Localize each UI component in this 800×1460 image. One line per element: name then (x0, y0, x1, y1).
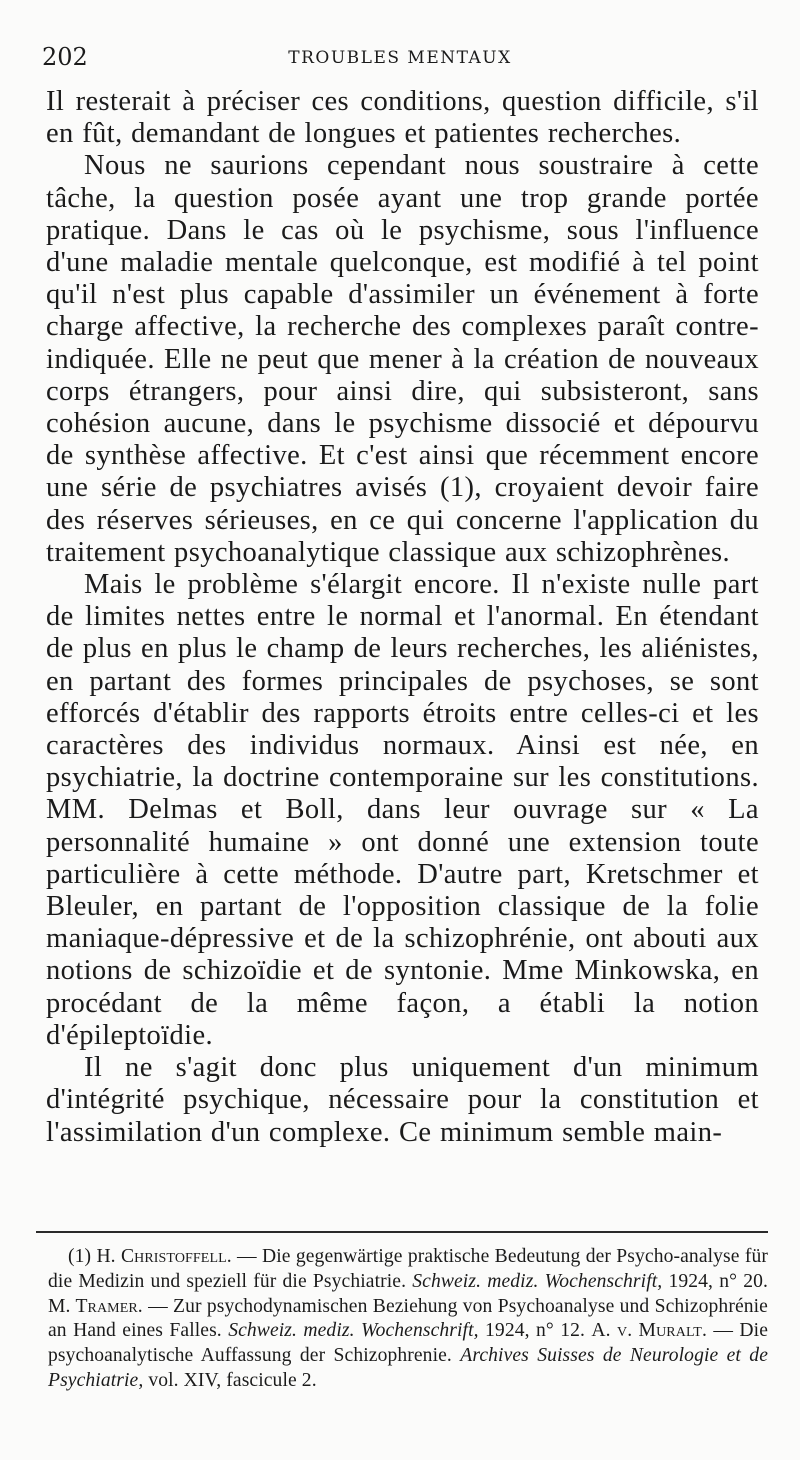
footnote-cite-1: 1924, n° 20. (662, 1270, 768, 1292)
footnote-paragraph (48, 1245, 768, 1394)
paragraph-4: Il ne s'agit donc plus uniquement d'un minimum d'intégrité psychique, nécessaire pour la constitution et l'assimilation d'un complexe. Ce minimum semble main- (46, 1052, 759, 1148)
paragraph-2-part-a: Nous ne saurions cependant nous soustraire à cette tâche, la question posée ayant une trop grande portée pratique. Dans le cas où le psychisme, sous l'influence d'une maladie mentale quelconque, est modifié à tel point qu'il n'est plus capable d'assimiler un événement à forte charge affective, la recherche des complexes paraît contre-indiquée. Elle ne peut que mener à la création de nouveaux corps étrangers, pour ainsi dire, qui subsisteront, sans cohésion aucune, dans le psychisme dissocié et dépourvu de synthèse affective. Et c'est ainsi que récemment encore une série de psychiatres avisés (46, 150, 759, 504)
footnote-text-2: — Zur psychodynamischen Beziehung von Psychoanalyse und Schizophrénie an Hand eines Falles. (48, 1295, 768, 1342)
main-text (46, 86, 759, 1149)
footnote-number: (1) (68, 1246, 92, 1267)
footnote-author-1: H. Christoffell. (96, 1246, 232, 1267)
footnote-journal-3: Archives Suisses de Neurologie et de Psychiatrie, (48, 1345, 769, 1391)
paragraph-3: Mais le problème s'élargit encore. Il n'existe nulle part de limites nettes entre le normal et l'anormal. En étendant de plus en plus le champ de leurs recherches, les aliénistes, en partant des formes principales de psychoses, se sont efforcés d'établir des rapports étroits entre celles-ci et les caractères des individus normaux. Ainsi est née, en psychiatrie, la doctrine contemporaine sur les constitutions. MM. Delmas et Boll, dans leur ouvrage sur « La personnalité humaine » ont donné une extension toute particulière à cette méthode. D'autre part, Kretschmer et Bleuler, en partant de l'opposition classique de la folie maniaque-dépressive et de la schizophrénie, ont abouti aux notions de schizoïdie et de syntonie. Mme Minkowska, en procédant de la même façon, a établi la notion d'épileptoïdie. (46, 569, 759, 1051)
footnote-author-2: M. Tramer. (48, 1295, 143, 1317)
paragraph-1: Il resterait à préciser ces conditions, question difficile, s'il en fût, demandant de longues et patientes recherches. (46, 86, 759, 150)
footnote-cite-3: vol. XIV, fascicule 2. (143, 1369, 317, 1391)
page-header (40, 40, 760, 74)
footnote-text-1: — Die gegenwärtige praktische Bedeutung der Psycho-analyse für die Medizin und speziell für die Psychiatrie. (48, 1246, 768, 1292)
paragraph-2 (46, 150, 759, 569)
footnote-journal-1: Schweiz. mediz. Wochenschrift, (412, 1270, 663, 1292)
footnote-rule (36, 1231, 768, 1233)
footnote-journal-2: Schweiz. mediz. Wochenschrift, (228, 1320, 479, 1342)
paragraph-2-part-b: , croyaient devoir faire des réserves sérieuses, en ce qui concerne l'application du traitement psychoanalytique classique aux schizophrènes. (46, 472, 759, 568)
footnote-cite-2: 1924, n° 12. (478, 1320, 592, 1342)
footnote-author-3: A. v. Muralt. (591, 1320, 707, 1342)
page-number: 202 (42, 43, 88, 71)
footnote-text-3: — Die psychoanalytische Auffassung der Schizophrenie. (48, 1320, 768, 1367)
footnote (48, 1245, 768, 1394)
footnote-reference: (1) (439, 472, 475, 504)
running-title: TROUBLES MENTAUX (288, 48, 512, 68)
